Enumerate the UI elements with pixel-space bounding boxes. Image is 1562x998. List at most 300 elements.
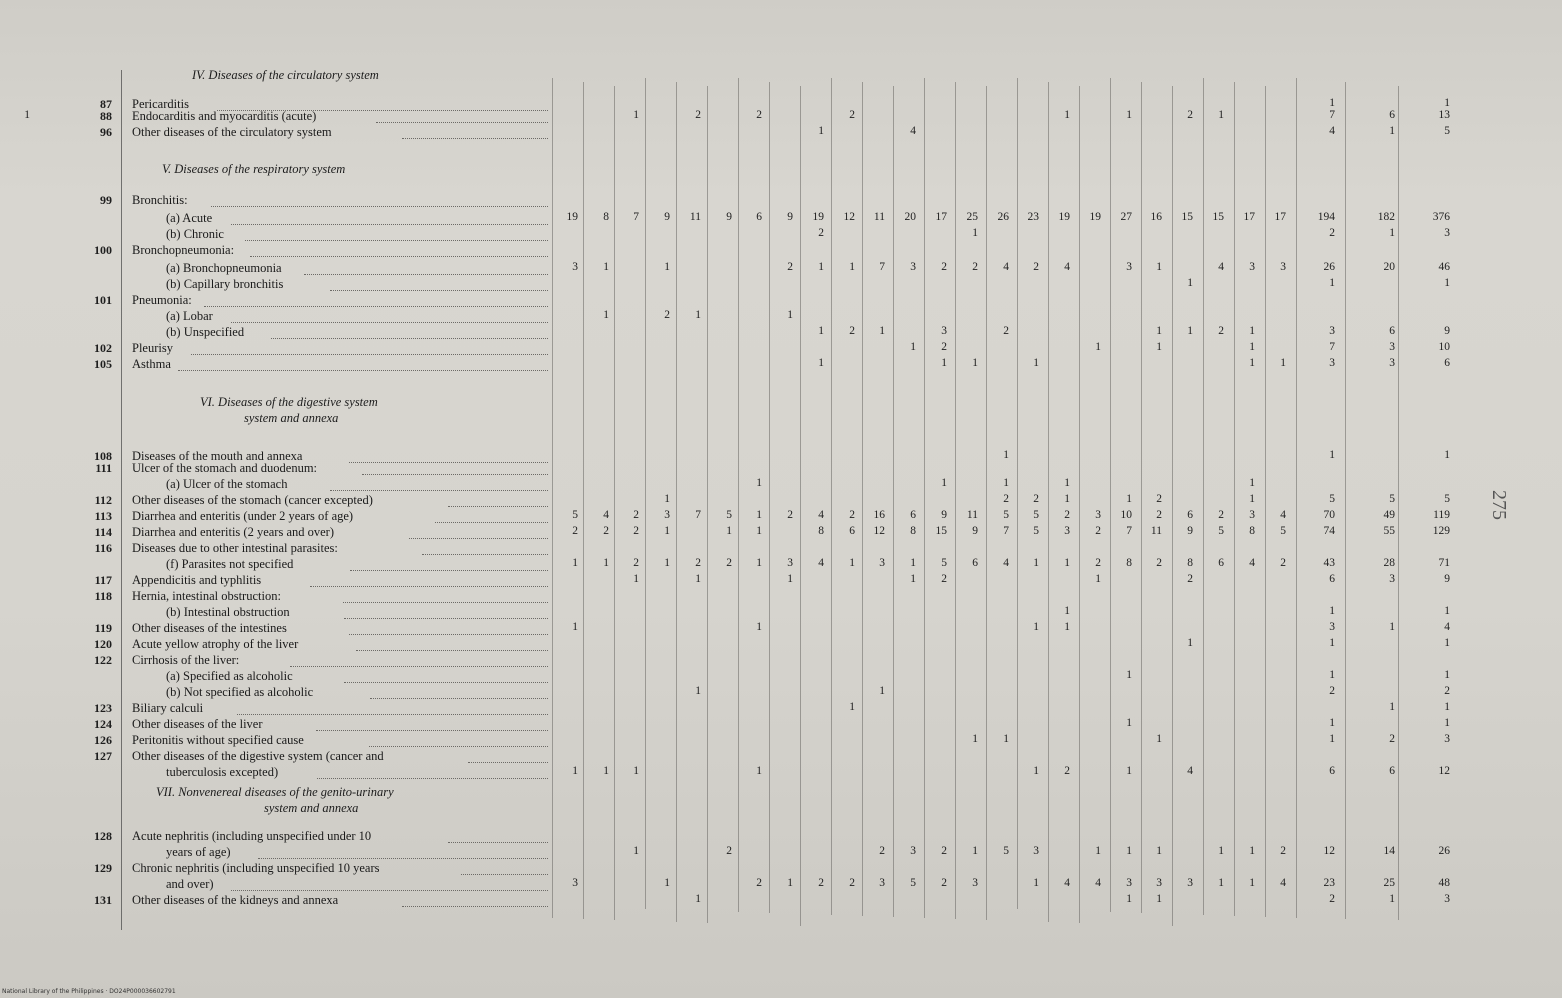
table-row [0, 893, 1562, 911]
leader-dots [344, 617, 548, 619]
leader-dots [237, 713, 548, 715]
row-number: 117 [94, 573, 112, 587]
table-cell: 19 [1058, 211, 1070, 223]
table-cell: 17 [1243, 211, 1255, 223]
table-cell: 1 [787, 573, 793, 585]
table-cell: 1 [910, 573, 916, 585]
total-cell: 1 [1329, 717, 1335, 729]
table-cell: 4 [603, 509, 609, 521]
row-number: 129 [94, 861, 112, 875]
table-cell: 6 [910, 509, 916, 521]
row-number: 122 [94, 653, 112, 667]
table-cell: 1 [1095, 573, 1101, 585]
leader-dots [330, 489, 548, 491]
table-cell: 1 [1249, 845, 1255, 857]
table-cell: 1 [756, 557, 762, 569]
table-cell: 1 [1249, 357, 1255, 369]
total-cell: 2 [1329, 685, 1335, 697]
table-cell: 7 [633, 211, 639, 223]
table-cell: 3 [879, 557, 885, 569]
table-cell: 1 [1095, 341, 1101, 353]
total-cell: 48 [1438, 877, 1450, 889]
table-cell: 1 [818, 357, 824, 369]
table-cell: 1 [972, 733, 978, 745]
table-cell: 4 [1280, 877, 1286, 889]
table-cell: 2 [849, 325, 855, 337]
table-cell: 1 [1280, 357, 1286, 369]
total-cell: 182 [1377, 211, 1395, 223]
table-cell: 2 [818, 877, 824, 889]
row-label: (a) Specified as alcoholic [166, 669, 293, 683]
row-number: 99 [100, 193, 112, 207]
table-cell: 4 [1064, 261, 1070, 273]
column-rule [1079, 86, 1080, 923]
table-cell: 1 [787, 877, 793, 889]
row-label: Endocarditis and myocarditis (acute) [132, 109, 317, 123]
table-cell: 2 [972, 261, 978, 273]
table-cell: 1 [1218, 845, 1224, 857]
table-cell: 5 [1003, 845, 1009, 857]
leader-dots [178, 369, 548, 371]
table-cell: 4 [1218, 261, 1224, 273]
table-cell: 2 [1095, 557, 1101, 569]
table-cell: 2 [849, 509, 855, 521]
table-cell: 1 [603, 261, 609, 273]
table-cell: 2 [879, 845, 885, 857]
table-cell: 2 [941, 261, 947, 273]
table-cell: 6 [1218, 557, 1224, 569]
table-cell: 8 [1249, 525, 1255, 537]
column-rule [1398, 86, 1399, 920]
table-cell: 5 [1033, 509, 1039, 521]
total-cell: 2 [1444, 685, 1450, 697]
table-cell: 1 [1033, 557, 1039, 569]
total-cell: 49 [1383, 509, 1395, 521]
table-cell: 3 [572, 261, 578, 273]
table-cell: 2 [1003, 325, 1009, 337]
leader-dots [356, 649, 548, 651]
table-cell: 1 [972, 227, 978, 239]
table-cell: 1 [726, 525, 732, 537]
column-rule [676, 82, 677, 922]
table-cell: 3 [1126, 261, 1132, 273]
total-cell: 7 [1329, 109, 1335, 121]
total-cell: 12 [1438, 765, 1450, 777]
table-cell: 2 [1033, 261, 1039, 273]
total-cell: 6 [1389, 765, 1395, 777]
total-cell: 46 [1438, 261, 1450, 273]
table-cell: 1 [1156, 733, 1162, 745]
total-cell: 1 [1329, 733, 1335, 745]
row-label: years of age) [166, 845, 231, 859]
table-cell: 1 [1003, 449, 1009, 461]
total-cell: 1 [1444, 701, 1450, 713]
total-cell: 9 [1444, 573, 1450, 585]
leader-dots [344, 681, 548, 683]
table-cell: 3 [1249, 261, 1255, 273]
table-cell: 1 [1249, 341, 1255, 353]
table-cell: 2 [756, 109, 762, 121]
total-cell: 1 [1389, 701, 1395, 713]
table-cell: 1 [1218, 109, 1224, 121]
leader-dots [350, 569, 548, 571]
row-label: Diseases due to other intestinal parasites: [132, 541, 338, 555]
total-cell: 119 [1433, 509, 1450, 521]
row-label: (b) Capillary bronchitis [166, 277, 284, 291]
leader-dots [468, 761, 548, 763]
table-cell: 25 [966, 211, 978, 223]
leader-dots [448, 841, 548, 843]
table-row [0, 765, 1562, 783]
total-cell: 43 [1323, 557, 1335, 569]
row-label: Ulcer of the stomach and duodenum: [132, 461, 318, 475]
table-cell: 2 [1156, 509, 1162, 521]
table-cell: 1 [633, 845, 639, 857]
table-cell: 1 [1187, 325, 1193, 337]
column-rule [800, 86, 801, 926]
table-cell: 1 [1249, 477, 1255, 489]
total-cell: 6 [1444, 357, 1450, 369]
table-cell: 1 [1095, 845, 1101, 857]
leader-dots [271, 337, 548, 339]
table-cell: 1 [1126, 109, 1132, 121]
row-number: 100 [94, 243, 112, 257]
table-cell: 9 [726, 211, 732, 223]
row-number: 119 [94, 621, 112, 635]
table-cell: 2 [1064, 765, 1070, 777]
table-cell: 2 [1156, 493, 1162, 505]
row-label: Appendicitis and typhlitis [132, 573, 262, 587]
table-cell: 3 [910, 845, 916, 857]
total-cell: 3 [1444, 893, 1450, 905]
row-label: (b) Unspecified [166, 325, 245, 339]
table-cell: 1 [633, 573, 639, 585]
total-cell: 1 [1329, 605, 1335, 617]
table-cell: 1 [1126, 765, 1132, 777]
table-cell: 1 [603, 765, 609, 777]
total-cell: 13 [1438, 109, 1450, 121]
table-cell: 19 [812, 211, 824, 223]
table-cell: 1 [695, 893, 701, 905]
table-cell: 1 [941, 357, 947, 369]
row-label: Acute nephritis (including unspecified under 10 [132, 829, 372, 843]
table-cell: 1 [664, 525, 670, 537]
row-label: Other diseases of the stomach (cancer excepted) [132, 493, 373, 507]
table-cell: 3 [1156, 877, 1162, 889]
table-cell: 2 [941, 877, 947, 889]
column-rule [614, 86, 615, 920]
row-label: Other diseases of the digestive system (cancer and [132, 749, 384, 763]
column-rule [1265, 86, 1266, 917]
table-cell: 12 [843, 211, 855, 223]
row-label: Pleurisy [132, 341, 173, 355]
row-label: (b) Chronic [166, 227, 224, 241]
total-cell: 28 [1383, 557, 1395, 569]
table-cell: 4 [1187, 765, 1193, 777]
table-cell: 4 [818, 509, 824, 521]
table-cell: 11 [873, 211, 885, 223]
row-number: 111 [95, 461, 112, 475]
table-cell: 2 [633, 525, 639, 537]
total-cell: 6 [1329, 573, 1335, 585]
row-number: 128 [94, 829, 112, 843]
leader-dots [304, 273, 548, 275]
table-cell: 1 [1033, 621, 1039, 633]
row-number: 88 [100, 109, 112, 123]
table-cell: 1 [1126, 845, 1132, 857]
table-cell: 1 [1126, 669, 1132, 681]
table-cell: 1 [24, 109, 30, 121]
table-cell: 1 [664, 557, 670, 569]
table-cell: 15 [1212, 211, 1224, 223]
table-cell: 2 [1218, 509, 1224, 521]
table-cell: 7 [879, 261, 885, 273]
row-label: (a) Lobar [166, 309, 213, 323]
table-cell: 3 [664, 509, 670, 521]
total-cell: 1 [1444, 277, 1450, 289]
row-number: 112 [94, 493, 112, 507]
row-number: 116 [94, 541, 112, 555]
table-row [0, 125, 1562, 143]
section-heading-v: V. Diseases of the respiratory system [162, 162, 346, 176]
table-cell: 1 [1064, 477, 1070, 489]
table-cell: 5 [1033, 525, 1039, 537]
column-rule [769, 82, 770, 913]
table-cell: 7 [1126, 525, 1132, 537]
table-cell: 1 [756, 477, 762, 489]
table-cell: 3 [941, 325, 947, 337]
column-rule [738, 78, 739, 912]
row-number: 114 [94, 525, 112, 539]
table-cell: 1 [849, 701, 855, 713]
column-rule [1141, 82, 1142, 913]
table-cell: 27 [1120, 211, 1132, 223]
table-cell: 1 [695, 309, 701, 321]
row-label: (a) Bronchopneumonia [166, 261, 282, 275]
total-cell: 4 [1444, 621, 1450, 633]
table-cell: 1 [818, 261, 824, 273]
table-row [0, 243, 1562, 261]
column-rule [986, 86, 987, 920]
table-cell: 19 [566, 211, 578, 223]
leader-dots [369, 745, 548, 747]
table-cell: 1 [1033, 877, 1039, 889]
total-cell: 7 [1329, 341, 1335, 353]
table-cell: 11 [689, 211, 701, 223]
table-cell: 1 [787, 309, 793, 321]
column-rule [862, 82, 863, 916]
table-cell: 3 [910, 261, 916, 273]
leader-dots [250, 255, 548, 257]
total-cell: 3 [1389, 341, 1395, 353]
table-cell: 4 [1280, 509, 1286, 521]
table-cell: 11 [966, 509, 978, 521]
table-cell: 5 [572, 509, 578, 521]
table-cell: 2 [726, 845, 732, 857]
total-cell: 2 [1389, 733, 1395, 745]
table-cell: 1 [756, 765, 762, 777]
table-cell: 3 [1064, 525, 1070, 537]
table-cell: 1 [664, 877, 670, 889]
row-number: 123 [94, 701, 112, 715]
section-heading-vi-a: VI. Diseases of the digestive system [200, 395, 378, 409]
table-cell: 1 [1156, 325, 1162, 337]
table-cell: 1 [879, 325, 885, 337]
table-cell: 2 [787, 509, 793, 521]
table-cell: 7 [695, 509, 701, 521]
table-cell: 2 [1033, 493, 1039, 505]
table-cell: 2 [695, 557, 701, 569]
total-cell: 71 [1438, 557, 1450, 569]
table-cell: 2 [1280, 557, 1286, 569]
table-cell: 4 [818, 557, 824, 569]
table-cell: 1 [1064, 109, 1070, 121]
table-cell: 23 [1027, 211, 1039, 223]
total-cell: 12 [1323, 845, 1335, 857]
leader-dots [290, 665, 548, 667]
row-number: 105 [94, 357, 112, 371]
table-cell: 1 [695, 685, 701, 697]
leader-dots [231, 321, 548, 323]
total-cell: 1 [1329, 637, 1335, 649]
table-cell: 7 [1003, 525, 1009, 537]
table-cell: 8 [1187, 557, 1193, 569]
row-number: 127 [94, 749, 112, 763]
leader-dots [211, 205, 548, 207]
table-cell: 3 [572, 877, 578, 889]
table-cell: 2 [1156, 557, 1162, 569]
page-number: 275 [1488, 490, 1510, 520]
table-cell: 1 [1064, 621, 1070, 633]
section-heading-vii-a: VII. Nonvenereal diseases of the genito-urinary [156, 785, 394, 799]
table-cell: 2 [603, 525, 609, 537]
table-cell: 2 [941, 341, 947, 353]
total-cell: 6 [1329, 765, 1335, 777]
leader-dots [258, 857, 548, 859]
total-cell: 1 [1329, 669, 1335, 681]
table-row [0, 357, 1562, 375]
total-cell: 1 [1329, 449, 1335, 461]
table-cell: 2 [1187, 573, 1193, 585]
table-cell: 3 [1280, 261, 1286, 273]
table-cell: 3 [1126, 877, 1132, 889]
table-cell: 11 [1150, 525, 1162, 537]
leader-dots [245, 239, 548, 241]
total-cell: 25 [1383, 877, 1395, 889]
row-label: Chronic nephritis (including unspecified 10 years [132, 861, 380, 875]
row-number: 101 [94, 293, 112, 307]
table-cell: 4 [1095, 877, 1101, 889]
leader-dots [316, 729, 548, 731]
table-cell: 9 [664, 211, 670, 223]
leader-dots [317, 777, 548, 779]
table-cell: 2 [1064, 509, 1070, 521]
column-rule [707, 86, 708, 923]
total-cell: 3 [1329, 357, 1335, 369]
row-number: 118 [94, 589, 112, 603]
table-cell: 5 [910, 877, 916, 889]
table-cell: 1 [664, 261, 670, 273]
table-cell: 1 [1126, 493, 1132, 505]
table-cell: 4 [910, 125, 916, 137]
footer-credit: National Library of the Philippines · DO24P000036602791 [2, 988, 176, 995]
table-cell: 1 [1156, 893, 1162, 905]
total-cell: 1 [1444, 717, 1450, 729]
column-rule [1234, 82, 1235, 916]
row-label: Diarrhea and enteritis (2 years and over) [132, 525, 334, 539]
total-cell: 70 [1323, 509, 1335, 521]
leader-dots [435, 521, 548, 523]
leader-dots [376, 121, 548, 123]
table-cell: 1 [1064, 605, 1070, 617]
total-cell: 3 [1389, 573, 1395, 585]
table-cell: 1 [1064, 493, 1070, 505]
table-cell: 8 [818, 525, 824, 537]
row-label: Diarrhea and enteritis (under 2 years of age) [132, 509, 354, 523]
table-cell: 2 [695, 109, 701, 121]
table-cell: 1 [1126, 717, 1132, 729]
table-cell: 10 [1120, 509, 1132, 521]
row-number: 124 [94, 717, 112, 731]
table-cell: 3 [879, 877, 885, 889]
table-cell: 1 [818, 125, 824, 137]
row-number: 96 [100, 125, 112, 139]
table-cell: 1 [633, 765, 639, 777]
column-rule [955, 82, 956, 919]
total-cell: 26 [1323, 261, 1335, 273]
table-cell: 3 [972, 877, 978, 889]
table-cell: 2 [849, 877, 855, 889]
column-rule [831, 78, 832, 915]
table-cell: 2 [1218, 325, 1224, 337]
total-cell: 23 [1323, 877, 1335, 889]
table-cell: 1 [1126, 893, 1132, 905]
leader-dots [422, 553, 548, 555]
table-cell: 8 [1126, 557, 1132, 569]
row-number: 108 [94, 449, 112, 463]
table-cell: 9 [787, 211, 793, 223]
column-rule [893, 86, 894, 917]
table-cell: 3 [787, 557, 793, 569]
table-cell: 1 [849, 261, 855, 273]
row-number: 120 [94, 637, 112, 651]
row-label: Other diseases of the liver [132, 717, 263, 731]
table-cell: 5 [726, 509, 732, 521]
column-rule [1048, 82, 1049, 922]
leader-dots [204, 305, 548, 307]
table-cell: 3 [1033, 845, 1039, 857]
table-cell: 2 [1187, 109, 1193, 121]
leader-dots [343, 601, 548, 603]
total-cell: 9 [1444, 325, 1450, 337]
total-cell: 194 [1317, 211, 1335, 223]
total-cell: 376 [1432, 211, 1450, 223]
table-cell: 1 [1064, 557, 1070, 569]
row-label: and over) [166, 877, 214, 891]
table-cell: 1 [695, 573, 701, 585]
total-cell: 5 [1329, 493, 1335, 505]
total-cell: 20 [1383, 261, 1395, 273]
row-label: (b) Intestinal obstruction [166, 605, 290, 619]
table-cell: 2 [849, 109, 855, 121]
total-cell: 3 [1329, 621, 1335, 633]
row-label: (a) Acute [166, 211, 213, 225]
total-cell: 74 [1323, 525, 1335, 537]
table-cell: 1 [910, 557, 916, 569]
table-cell: 3 [1095, 509, 1101, 521]
table-cell: 1 [572, 765, 578, 777]
row-label: Pneumonia: [132, 293, 192, 307]
